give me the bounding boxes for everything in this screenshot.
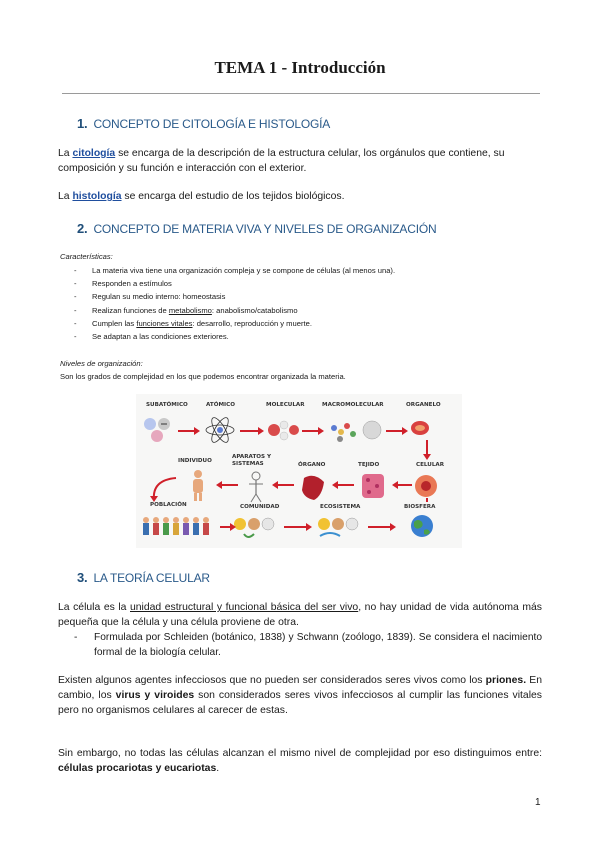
arrow-head — [318, 427, 324, 435]
person-icon — [193, 470, 203, 501]
section-heading-1 — [77, 116, 330, 131]
text: Responden a estímulos — [92, 279, 172, 289]
list-item — [74, 290, 395, 303]
proton-icon — [144, 418, 156, 430]
title-divider — [62, 93, 540, 94]
text: Existen algunos agentes infecciosos que no pueden ser considerados seres vivos como los — [58, 675, 486, 686]
text: La materia viva tiene una organización compleja y se compone de células (al menos una). — [92, 266, 396, 275]
arrow — [398, 484, 412, 486]
arrow — [220, 526, 230, 528]
row-2-illustrations — [136, 468, 462, 504]
text: La — [58, 148, 73, 159]
level-label: MACROMOLECULAR — [322, 402, 384, 408]
text: : desarrollo, reproducción y muerte. — [192, 318, 312, 328]
list-item — [74, 317, 395, 330]
paragraph-agentes — [58, 673, 542, 718]
text: se encarga del estudio de los tejidos biológicos. — [121, 191, 345, 202]
organization-levels-diagram — [136, 394, 462, 548]
level-label: ECOSISTEMA — [320, 504, 361, 510]
level-label: POBLACIÓN — [150, 502, 187, 508]
row-3-illustrations — [136, 512, 462, 546]
section-title: LA TEORÍA CELULAR — [93, 571, 210, 585]
arrow — [426, 498, 428, 502]
level-label: INDIVIDUO — [178, 458, 212, 464]
arrow — [178, 430, 194, 432]
text: Sin embargo, no todas las células alcanzan el mismo nivel de complejidad por eso distinguimos entre: — [58, 748, 542, 759]
histologia-link[interactable]: histología — [72, 191, 122, 202]
level-label: COMUNIDAD — [240, 504, 280, 510]
bold-term: virus y viroides — [115, 690, 195, 701]
arrow — [302, 430, 318, 432]
macromolecule-icon — [331, 421, 381, 442]
label: Características: — [60, 252, 113, 261]
caracteristicas-label — [60, 252, 113, 261]
arrow — [386, 430, 402, 432]
label: Niveles de organización: — [60, 359, 143, 368]
level-label: CELULAR — [416, 462, 445, 468]
section-heading-2 — [77, 221, 436, 236]
text: , no hay unidad de vida autónoma más pequeña que la célula y una célula proviene de otra. — [58, 602, 542, 628]
level-label: ÓRGANO — [298, 462, 326, 468]
arrow — [278, 484, 294, 486]
tissue-icon — [362, 474, 384, 498]
arrow-head — [423, 454, 431, 460]
section-title: CONCEPTO DE CITOLOGÍA E HISTOLOGÍA — [93, 117, 331, 131]
text: Realizan funciones de — [92, 305, 169, 315]
niveles-label — [60, 359, 143, 368]
arrow-head — [402, 427, 408, 435]
bold-term: células procariotas y eucariotas — [58, 763, 217, 774]
level-label: MOLECULAR — [266, 402, 305, 408]
arrow — [240, 430, 258, 432]
paragraph-celula — [58, 600, 542, 630]
underlined-term: funciones vitales — [136, 318, 193, 328]
text: Regulan su medio interno: homeostasis — [92, 292, 226, 302]
section-title: CONCEPTO DE MATERIA VIVA Y NIVELES DE ORGANIZACIÓN — [93, 222, 437, 236]
text: La — [58, 191, 73, 202]
level-label: APARATOS Y SISTEMAS — [232, 454, 272, 467]
text: se encarga de la descripción de la estructura celular, los orgánulos que contiene, su composición y su función e interacción con el exterior. — [58, 148, 505, 174]
text: En cambio, los — [58, 675, 542, 701]
organelle-icon — [411, 421, 429, 435]
list-item — [74, 277, 395, 290]
molecule-icon — [268, 421, 299, 440]
text: Se adaptan a las condiciones exteriores. — [92, 332, 229, 342]
row-1-illustrations — [136, 410, 462, 448]
arrow — [368, 526, 390, 528]
neutron-icon — [151, 430, 163, 442]
level-label: SUBATÓMICO — [146, 402, 188, 408]
text: Cumplen las — [92, 318, 137, 328]
list-item — [74, 264, 395, 277]
level-label: BIOSFERA — [404, 504, 436, 510]
underlined-term: unidad estructural y funcional básica del ser vivo — [130, 602, 359, 613]
list-item — [74, 330, 395, 343]
arrow-head — [194, 427, 200, 435]
earth-icon — [411, 515, 433, 537]
population-icon — [143, 517, 209, 535]
text: . — [216, 763, 220, 774]
section-number: 2. — [77, 221, 88, 236]
underlined-term: metabolismo — [168, 305, 212, 315]
organ-icon — [302, 476, 324, 500]
arrow-head — [306, 523, 312, 531]
page-number: 1 — [535, 797, 541, 808]
citologia-link[interactable]: citología — [72, 148, 116, 159]
paragraph-histologia — [58, 189, 542, 204]
caracteristicas-list — [74, 264, 395, 343]
text: : anabolismo/catabolismo — [211, 305, 298, 315]
arrow — [284, 526, 306, 528]
community-icon — [234, 518, 274, 537]
text: son considerados seres vivos infecciosos al cumplir las funciones vitales pero no organismos celulares al carecer de estas. — [58, 690, 542, 716]
skeleton-icon — [249, 472, 263, 502]
atom-icon — [206, 415, 234, 444]
arrow-head — [258, 427, 264, 435]
arrow-head — [230, 523, 236, 531]
text: La célula es la — [58, 602, 130, 613]
curved-arrow — [148, 474, 178, 504]
bold-term: priones. — [485, 675, 527, 686]
list-item: - Formulada por Schleiden (botánico, 1838) y Schwann (zoólogo, 1839). Se considera el nacimiento formal de la biología celular. — [74, 630, 542, 660]
level-label: ORGANELO — [406, 402, 441, 408]
arrow — [222, 484, 238, 486]
cell-icon — [415, 475, 437, 497]
page-title: TEMA 1 - Introducción — [214, 58, 386, 77]
section-number: 1. — [77, 116, 88, 131]
paragraph-complejidad — [58, 746, 542, 776]
niveles-text: Son los grados de complejidad en los que podemos encontrar organizada la materia. — [60, 372, 346, 381]
arrow — [338, 484, 354, 486]
section-heading-3 — [77, 570, 210, 585]
ecosystem-icon — [318, 518, 358, 536]
paragraph-citologia — [58, 146, 542, 176]
list-item — [74, 304, 395, 317]
level-label: ATÓMICO — [206, 402, 235, 408]
section-number: 3. — [77, 570, 88, 585]
arrow-head — [390, 523, 396, 531]
level-label: TEJIDO — [358, 462, 380, 468]
